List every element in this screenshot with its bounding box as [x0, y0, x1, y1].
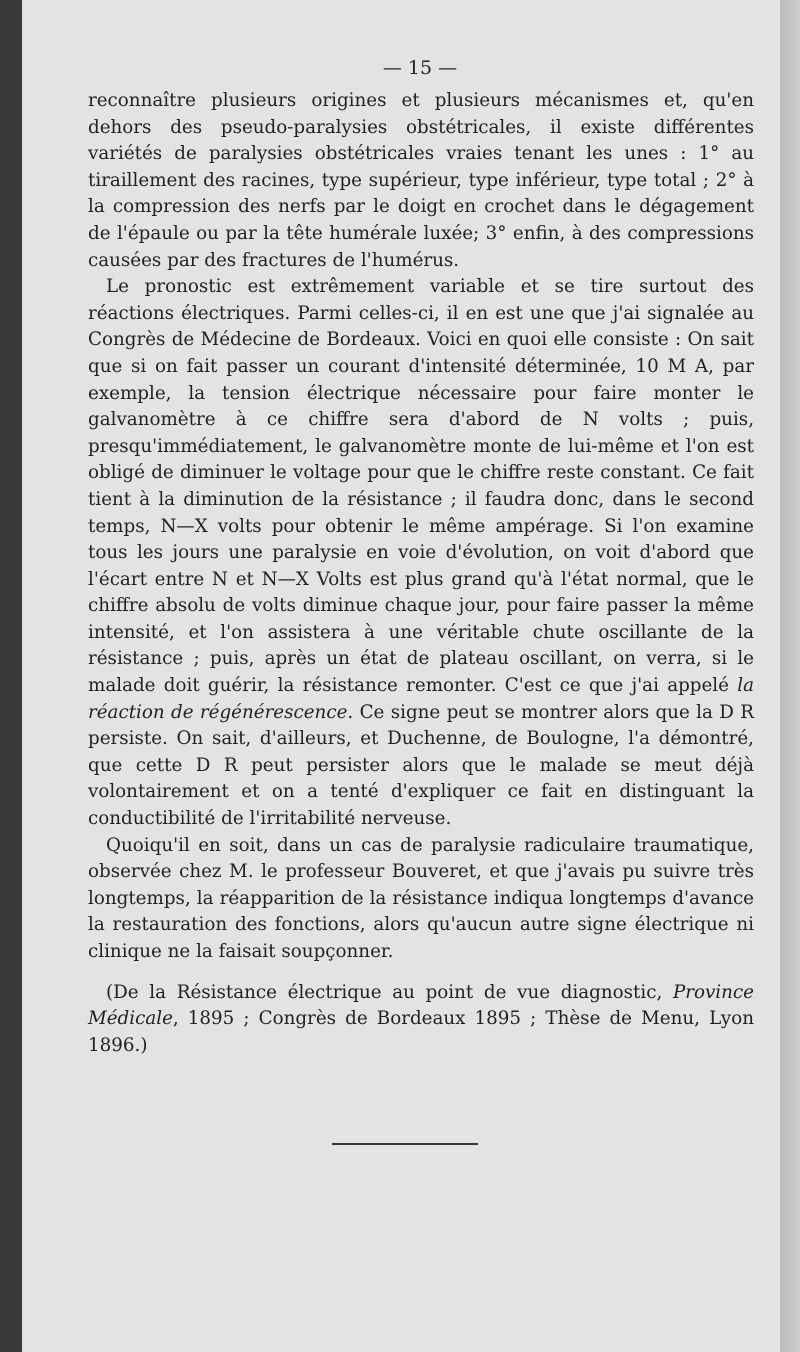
paragraph-3: Quoiqu'il en soit, dans un cas de paralysie radiculaire traumatique, observée chez M. le professeur Bouveret, et que j'avais pu suivre très longtemps, la réapparition de la résistance indiqua longtemps d'avance la restauration des fonctions, alors qu'aucun autre signe électrique ni clinique ne la faisait soupçonner.: [88, 834, 754, 962]
journal-title: Province Médicale: [88, 981, 754, 1030]
section-end-rule: [332, 1143, 478, 1145]
body-text: [88, 88, 754, 1059]
italic-term-regenerescence: la réaction de régénérescence: [88, 675, 754, 723]
paragraph-2-part-b: . Ce signe peut se montrer alors que la D R persiste. On sait, d'ailleurs, et Duchenne, de Boulogne, l'a démontré, que cette D R peut persister alors que le malade se meut déjà volontairement et on a tenté d'expliquer ce fait en distinguant la conductibilité de l'irritabilité nerveuse.: [88, 701, 754, 830]
page-edge-shadow: [780, 0, 800, 1352]
page-number: — 15 —: [382, 57, 458, 79]
reference-part-b: , 1895 ; Congrès de Bordeaux 1895 ; Thèse de Menu, Lyon 1896.): [88, 1008, 754, 1056]
reference-part-a: (De la Résistance électrique au point de vue diagnostic,: [106, 981, 663, 1003]
paragraph-1: reconnaître plusieurs origines et plusieurs mécanismes et, qu'en dehors des pseudo-paralysies obstétricales, il existe différentes variétés de paralysies obstétricales vraies tenant les unes : 1° au tiraillement des racines, type supérieur, type inférieur, type total ; 2° à la compression des nerfs par le doigt en crochet dans le dégagement de l'épaule ou par la tête humérale luxée; 3° enfin, à des compressions causées par des fractures de l'humérus.: [88, 90, 754, 271]
paragraph-2: [88, 274, 754, 832]
reference-note: [88, 980, 754, 1060]
paragraph-2-part-a: Le pronostic est extrêmement variable et se tire surtout des réactions électriques. Parmi celles-ci, il en est une que j'ai signalée au Congrès de Médecine de Bordeaux. Voici en quoi elle consiste : On sait que si on fait passer un courant d'intensité déterminée, 10 M A, par exemple, la tension électrique nécessaire pour faire monter le galvanomètre à ce chiffre sera d'abord de N volts ; puis, presqu'immédiatement, le galvanomètre monte de lui-même et l'on est obligé de diminuer le voltage pour que le chiffre reste constant. Ce fait tient à la diminution de la résistance ; il faudra donc, dans le second temps, N—X volts pour obtenir le même ampérage. Si l'on examine tous les jours une paralysie en voie d'évolution, on voit d'abord que l'écart entre N et N—X Volts est plus grand qu'à l'état normal, que le chiffre absolu de volts diminue chaque jour, pour faire passer la même intensité, et l'on assistera à une véritable chute oscillante de la résistance ; puis, après un état de plateau oscillant, on verra, si le malade doit guérir, la résistance remonter. C'est ce que j'ai appelé: [88, 276, 754, 697]
